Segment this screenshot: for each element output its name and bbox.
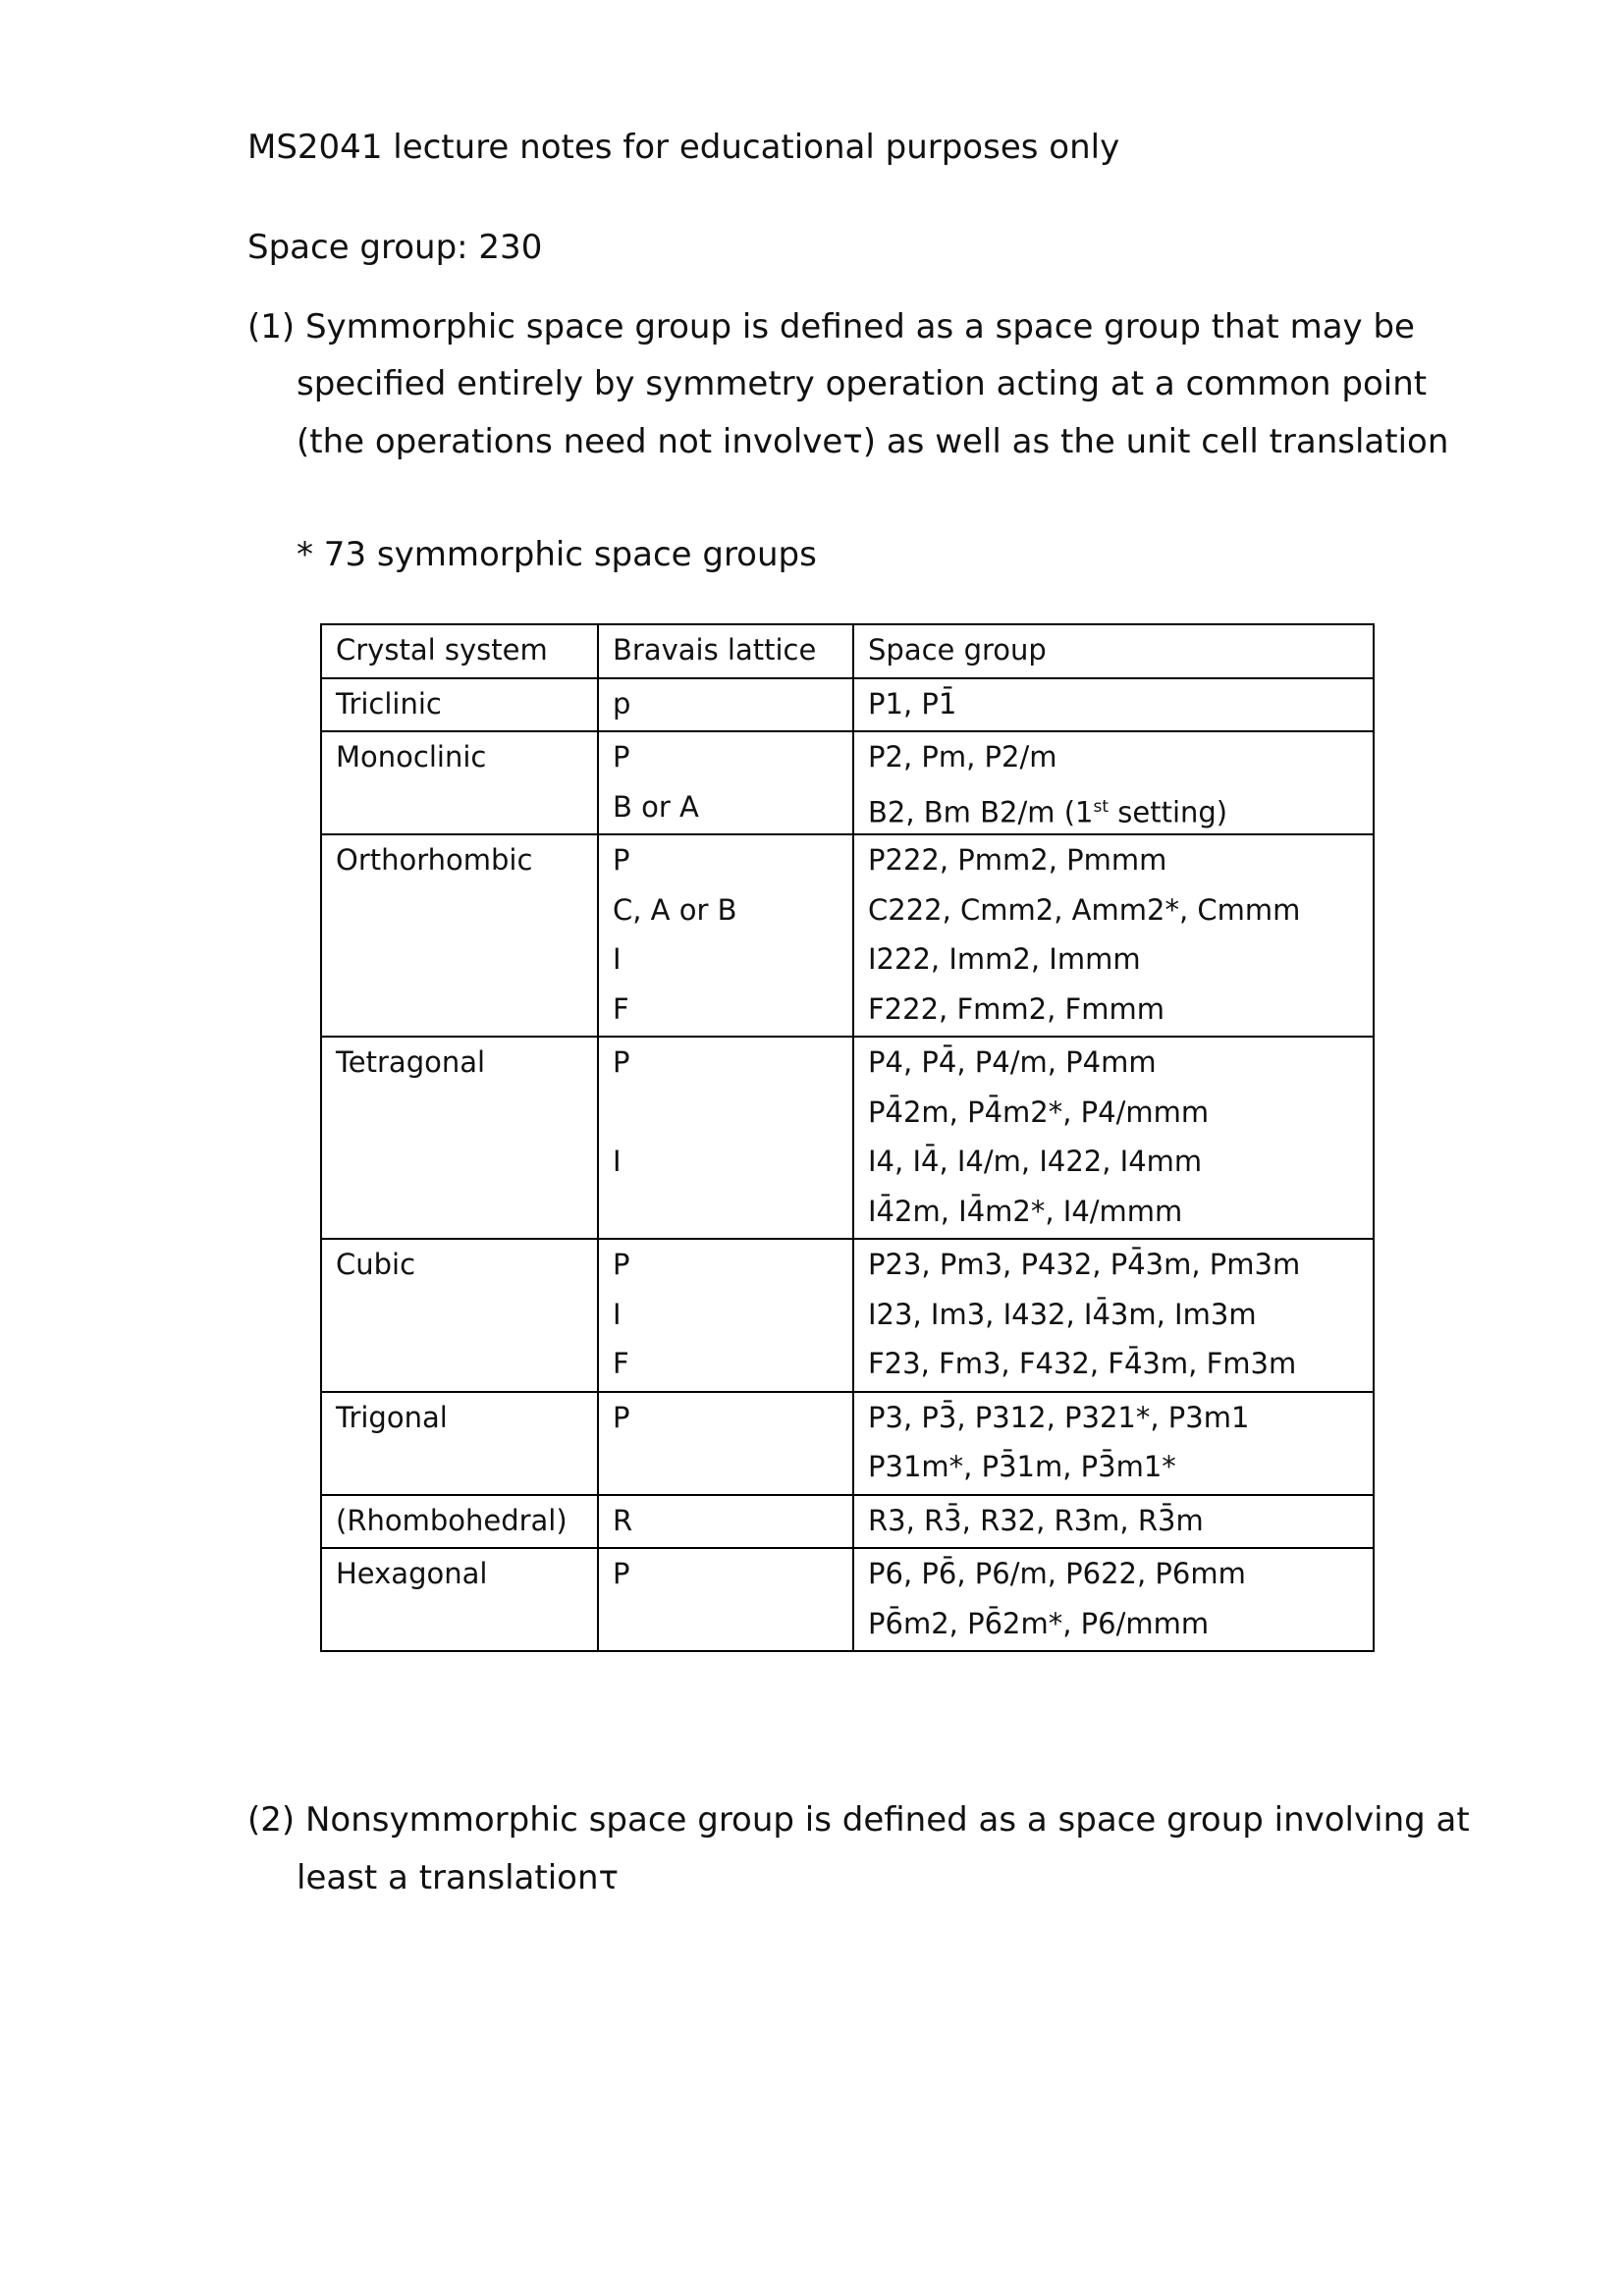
bravais-lattice-cell xyxy=(598,1239,853,1392)
bravais-lattice: I xyxy=(613,1297,622,1331)
space-group-list: I4, I4̄, I4/m, I422, I4mm xyxy=(868,1145,1203,1178)
space-group-list: P31m*, P3̄1m, P3̄m1* xyxy=(868,1450,1176,1483)
space-group-cell xyxy=(853,678,1374,732)
space-group-list: B2, Bm B2/m (1 xyxy=(868,795,1094,829)
space-group-list: P4̄2m, P4̄m2*, P4/mmm xyxy=(868,1095,1210,1129)
space-group-line xyxy=(868,1189,1359,1239)
space-group-line xyxy=(868,936,1359,987)
bravais-lattice: B or A xyxy=(613,789,699,824)
crystal-system: Cubic xyxy=(336,1248,416,1281)
space-group-list: P6, P6̄, P6/m, P622, P6mm xyxy=(868,1557,1246,1590)
table-row xyxy=(321,1495,1374,1549)
table-header-row xyxy=(321,624,1374,678)
bravais-lattice-cell xyxy=(598,834,853,1037)
section1-line1: (1) Symmorphic space group is defined as a space group that may be xyxy=(247,307,1415,347)
bravais-lattice: P xyxy=(613,1248,630,1281)
crystal-system-cell xyxy=(321,1495,598,1549)
crystal-system: Trigonal xyxy=(336,1400,448,1434)
crystal-system: Hexagonal xyxy=(336,1557,488,1590)
header-bravais-lattice: Bravais lattice xyxy=(613,633,817,667)
header-crystal-system: Crystal system xyxy=(336,633,548,667)
symmorphic-note: * 73 symmorphic space groups xyxy=(297,535,817,574)
space-group-line xyxy=(868,1395,1359,1445)
space-group-list: C222, Cmm2, Amm2*, Cmmm xyxy=(868,892,1301,927)
space-group-line xyxy=(868,1292,1359,1342)
section2-line1: (2) Nonsymmorphic space group is defined as a space group involving at xyxy=(247,1800,1470,1840)
crystal-system-cell xyxy=(321,1392,598,1495)
space-group-line xyxy=(868,987,1359,1037)
crystal-system-cell xyxy=(321,1239,598,1392)
crystal-system-cell xyxy=(321,1037,598,1239)
space-group-line xyxy=(868,734,1359,784)
space-group-line xyxy=(868,1139,1359,1189)
bravais-lattice xyxy=(613,1601,839,1651)
table-row xyxy=(321,1392,1374,1495)
bravais-lattice-cell xyxy=(598,1037,853,1239)
table-row xyxy=(321,678,1374,732)
bravais-lattice: F xyxy=(613,1347,629,1380)
bravais-lattice: P xyxy=(613,1400,630,1434)
bravais-lattice: P xyxy=(613,1557,630,1590)
bravais-lattice: R xyxy=(613,1503,633,1537)
bravais-lattice-cell xyxy=(598,731,853,834)
bravais-lattice: P xyxy=(613,843,630,877)
space-group-cell xyxy=(853,1239,1374,1392)
bravais-lattice xyxy=(613,1090,839,1140)
crystal-system: Triclinic xyxy=(336,686,442,721)
crystal-system-cell xyxy=(321,678,598,732)
space-group-list: P6̄m2, P6̄2m*, P6/mmm xyxy=(868,1606,1210,1640)
space-group-list: F23, Fm3, F432, F4̄3m, Fm3m xyxy=(868,1347,1297,1380)
space-group-line xyxy=(868,1551,1359,1601)
bravais-lattice: F xyxy=(613,991,629,1026)
space-group-list: F222, Fmm2, Fmmm xyxy=(868,991,1164,1026)
section2-line2: least a translationτ xyxy=(297,1858,619,1897)
crystal-system: Monoclinic xyxy=(336,740,487,774)
bravais-lattice: I xyxy=(613,1145,622,1178)
crystal-system-cell xyxy=(321,731,598,834)
space-group-line xyxy=(868,681,1359,731)
table-row xyxy=(321,1548,1374,1651)
bravais-lattice-cell xyxy=(598,678,853,732)
space-group-line xyxy=(868,1090,1359,1140)
crystal-system: (Rhombohedral) xyxy=(336,1503,568,1537)
space-group-list: P4, P4̄, P4/m, P4mm xyxy=(868,1045,1157,1079)
table-row xyxy=(321,834,1374,1037)
space-group-cell xyxy=(853,1037,1374,1239)
section1-line2: specified entirely by symmetry operation acting at a common point xyxy=(297,364,1428,403)
space-group-list: I4̄2m, I4̄m2*, I4/mmm xyxy=(868,1194,1183,1228)
space-group-cell xyxy=(853,1495,1374,1549)
space-group-list: P1, P1̄ xyxy=(868,686,957,721)
space-group-line xyxy=(868,887,1359,937)
bravais-lattice-cell xyxy=(598,1392,853,1495)
section1-line3: (the operations need not involveτ) as well as the unit cell translation xyxy=(297,422,1449,461)
subtitle: Space group: 230 xyxy=(247,228,543,267)
superscript: st xyxy=(1093,796,1110,817)
space-group-list: I23, Im3, I432, I4̄3m, Im3m xyxy=(868,1297,1257,1331)
space-group-cell xyxy=(853,1548,1374,1651)
bravais-lattice: P xyxy=(613,740,630,774)
table-row xyxy=(321,1037,1374,1239)
space-group-list: P23, Pm3, P432, P4̄3m, Pm3m xyxy=(868,1248,1301,1281)
space-group-list: R3, R3̄, R32, R3m, R3̄m xyxy=(868,1503,1204,1537)
symmorphic-space-group-table xyxy=(320,623,1375,1652)
bravais-lattice xyxy=(613,1444,839,1494)
space-group-line xyxy=(868,1498,1359,1548)
crystal-system: Orthorhombic xyxy=(336,843,533,877)
space-group-line xyxy=(868,837,1359,887)
header-space-group: Space group xyxy=(868,633,1047,667)
space-group-cell xyxy=(853,731,1374,834)
space-group-line xyxy=(868,1040,1359,1090)
bravais-lattice-cell xyxy=(598,1495,853,1549)
space-group-line xyxy=(868,1444,1359,1494)
crystal-system-cell xyxy=(321,834,598,1037)
bravais-lattice: P xyxy=(613,1045,630,1079)
bravais-lattice: C, A or B xyxy=(613,892,737,927)
crystal-system-cell xyxy=(321,1548,598,1651)
bravais-lattice: I xyxy=(613,942,622,976)
bravais-lattice-cell xyxy=(598,1548,853,1651)
space-group-list: P2, Pm, P2/m xyxy=(868,740,1057,774)
table-row xyxy=(321,731,1374,834)
space-group-cell xyxy=(853,1392,1374,1495)
space-group-list: P3, P3̄, P312, P321*, P3m1 xyxy=(868,1400,1250,1434)
space-group-line xyxy=(868,1242,1359,1292)
document-header: MS2041 lecture notes for educational purposes only xyxy=(247,128,1120,167)
space-group-line xyxy=(868,1601,1359,1651)
space-group-list: P222, Pmm2, Pmmm xyxy=(868,843,1167,877)
space-group-line xyxy=(868,1341,1359,1391)
crystal-system: Tetragonal xyxy=(336,1045,486,1079)
setting-suffix: setting) xyxy=(1109,795,1228,829)
bravais-lattice xyxy=(613,1189,839,1239)
space-group-cell xyxy=(853,834,1374,1037)
bravais-lattice: p xyxy=(613,686,631,721)
space-group-line xyxy=(868,784,1359,834)
table-row xyxy=(321,1239,1374,1392)
space-group-list: I222, Imm2, Immm xyxy=(868,942,1141,976)
